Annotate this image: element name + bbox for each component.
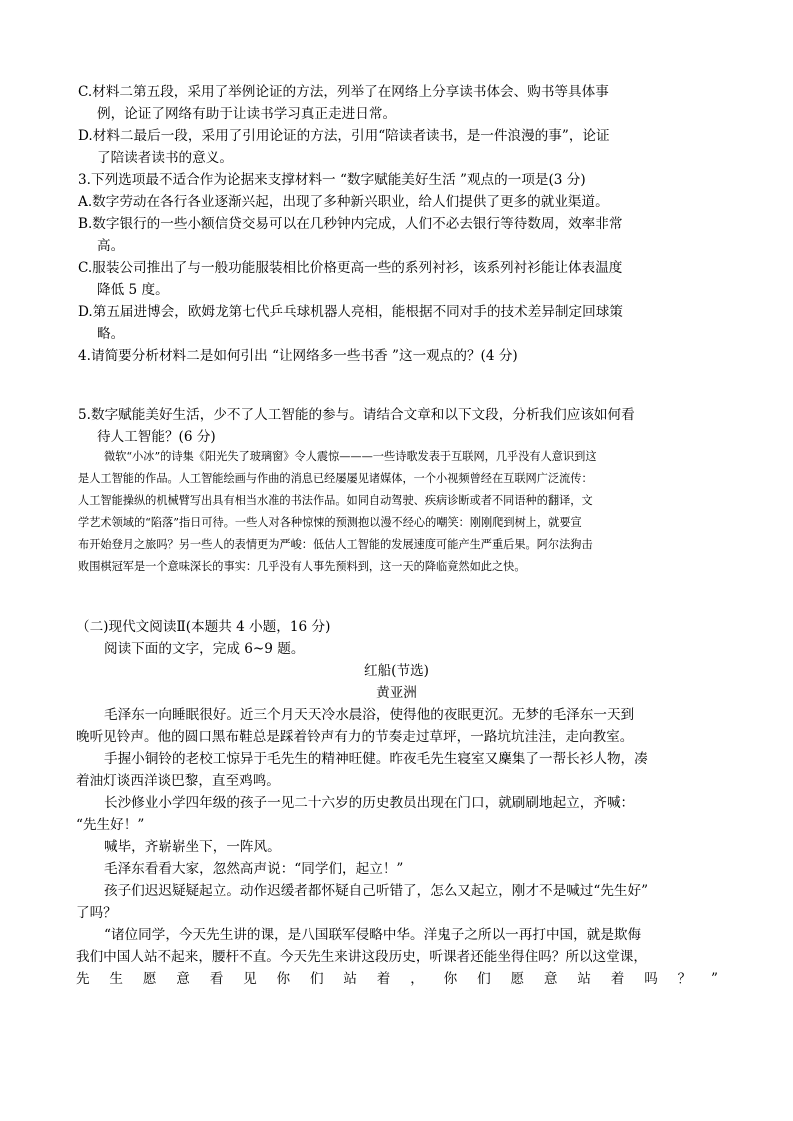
story-line: 了吗？ <box>76 905 117 921</box>
q3-option-d-line2: 略。 <box>97 326 125 342</box>
story-line: 喊毕，齐崭崭坐下，一阵风。 <box>104 839 281 855</box>
q3-option-b-line2: 高。 <box>97 238 125 254</box>
story-line: 毛泽东看看大家，忽然高声说：“同学们，起立！” <box>104 861 404 877</box>
q2-option-d-line2: 了陪读者读书的意义。 <box>97 150 233 166</box>
story-line: 孩子们迟迟疑疑起立。动作迟缓者都怀疑自己听错了，怎么又起立，刚才不是喊过“先生好” <box>104 883 649 899</box>
q3-option-b-line1: B.数字银行的一些小额信贷交易可以在几秒钟内完成，人们不必去银行等待数周，效率非常 <box>78 216 623 232</box>
q2-option-c-line2: 例，论证了网络有助于让读书学习真正走进日常。 <box>97 106 397 122</box>
story-line: “诸位同学，今天先生讲的课，是八国联军侵略中华。洋鬼子之所以一再打中国，就是欺侮 <box>104 927 642 943</box>
section2-heading: （二)现代文阅读Ⅱ(本题共 4 小题，16 分) <box>76 619 331 635</box>
story-line: 手握小铜铃的老校工惊异于毛先生的精神旺健。昨夜毛先生寝室又麇集了一帮长衫人物，凑 <box>104 751 648 767</box>
story-line: 着油灯谈西洋谈巴黎，直至鸡鸣。 <box>76 773 280 789</box>
q4-stem: 4.请简要分析材料二是如何引出 “让网络多一些书香 ”这一观点的？(4 分) <box>78 348 518 364</box>
q5-passage-line: 微软“小冰”的诗集《阳光失了玻璃窗》令人震惊———一些诗歌发表于互联网，几乎没有人意识到这 <box>104 450 597 463</box>
story-line: 先生愿意看见你们站着，你们愿意站着吗？” <box>76 971 718 987</box>
section2-instruction: 阅读下面的文字，完成 6~9 题。 <box>104 641 305 657</box>
q5-passage-line: 学艺术领域的“陷落”指日可待。一些人对各种惊悚的预测抱以漫不经心的嘲笑：刚刚爬到树上，就要宣 <box>78 516 582 529</box>
q3-stem: 3.下列选项最不适合作为论据来支撑材料一 “数字赋能美好生活 ”观点的一项是(3 分) <box>78 172 586 188</box>
q5-passage-line: 人工智能操纵的机械臂写出具有相当水准的书法作品。如同自动驾驶、疾病诊断或者不同语种的翻译，文 <box>78 494 593 507</box>
story-line: “先生好！” <box>76 817 145 833</box>
story-title: 红船(节选) <box>364 663 429 679</box>
story-line: 我们中国人站不起来，腰杆不直。今天先生来讲这段历史，听课者还能坐得住吗？所以这堂课， <box>76 949 647 965</box>
story-line: 晚听见铃声。他的圆口黑布鞋总是踩着铃声有力的节奏走过草坪，一路坑坑洼洼，走向教室。 <box>76 729 634 745</box>
q5-stem-line1: 5.数字赋能美好生活，少不了人工智能的参与。请结合文章和以下文段，分析我们应该如何看 <box>78 407 635 423</box>
q3-option-a: A.数字劳动在各行各业逐渐兴起，出现了多种新兴职业，给人们提供了更多的就业渠道。 <box>78 194 609 210</box>
q3-option-c-line1: C.服装公司推出了与一般功能服装相比价格更高一些的系列衬衫，该系列衬衫能让体表温度 <box>78 260 623 276</box>
q5-passage-line: 是人工智能的作品。人工智能绘画与作曲的消息已经屡屡见诸媒体，一个小视频曾经在互联网广泛流传： <box>78 472 593 485</box>
q5-stem-line2: 待人工智能？(6 分) <box>97 429 216 445</box>
q3-option-d-line1: D.第五届进博会，欧姆龙第七代乒乓球机器人亮相，能根据不同对手的技术差异制定回球策 <box>78 304 623 320</box>
story-author: 黄亚洲 <box>376 685 417 701</box>
story-line: 毛泽东一向睡眠很好。近三个月天天冷水晨浴，使得他的夜眠更沉。无梦的毛泽东一天到 <box>104 707 635 723</box>
q5-passage-line: 败围棋冠军是一个意味深长的事实：几乎没有人事先预料到，这一天的降临竟然如此之快。 <box>78 560 526 573</box>
q2-option-d-line1: D.材料二最后一段，采用了引用论证的方法，引用“陪读者读书，是一件浪漫的事”，论证 <box>78 128 610 144</box>
q2-option-c-line1: C.材料二第五段，采用了举例论证的方法，列举了在网络上分享读书体会、购书等具体事 <box>78 84 609 100</box>
q5-passage-line: 布开始登月之旅吗？另一些人的表情更为严峻：低估人工智能的发展速度可能产生严重后果。阿尔法狗击 <box>78 538 593 551</box>
story-line: 长沙修业小学四年级的孩子一见二十六岁的历史教员出现在门口，就刷刷地起立，齐喊： <box>104 795 635 811</box>
q3-option-c-line2: 降低 5 度。 <box>97 282 169 298</box>
